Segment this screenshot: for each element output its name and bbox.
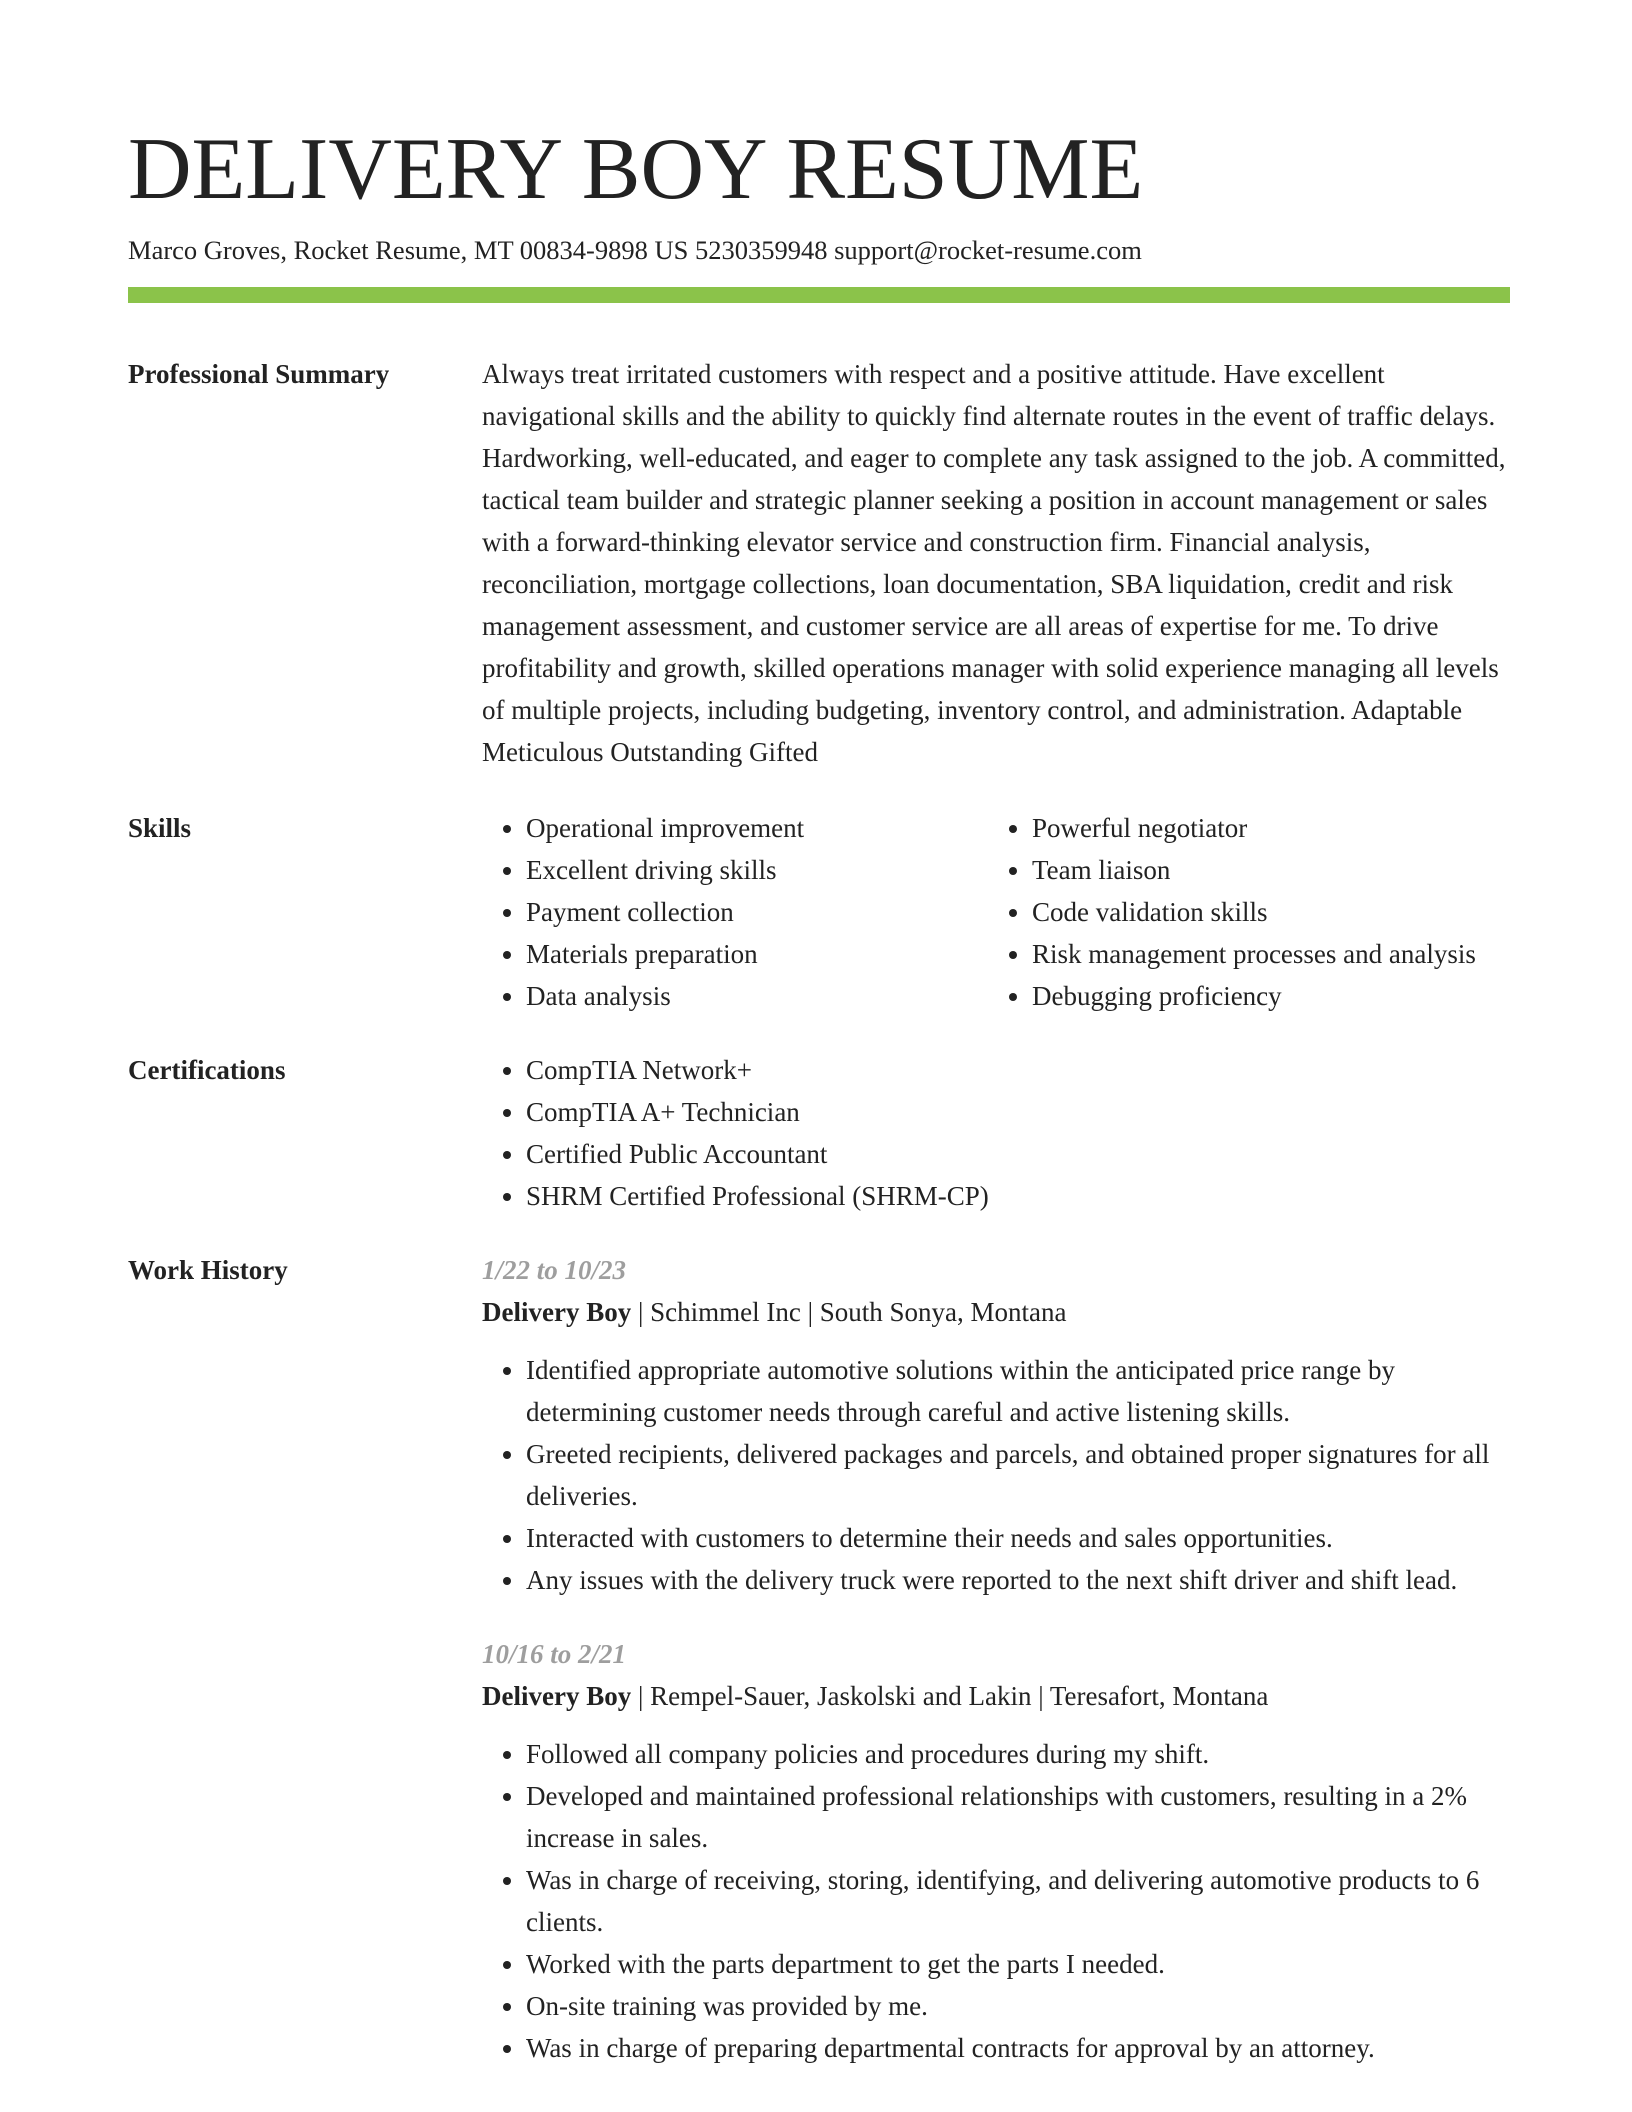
summary-text: Always treat irritated customers with respect and a positive attitude. Have excellent navigational skills and the ability to quickly find alternate routes in the event of traffic delays. Hardworking, well-educated, and eager to complete any task assigned to the job. A committed, tactical team builder and strategic planner seeking a position in account management or sales with a forward-thinking elevator service and construction firm. Financial analysis, reconciliation, mortgage collections, loan documentation, SBA liquidation, credit and risk management assessment, and customer service are all areas of expertise for me. To drive profitability and growth, skilled operations manager with solid experience managing all levels of multiple projects, including budgeting, inventory control, and administration. Adaptable Meticulous Outstanding Gifted <box>482 359 1506 767</box>
header-divider <box>128 287 1510 303</box>
skills-column-right <box>988 807 1510 1017</box>
skills-columns <box>482 807 1510 1017</box>
certification-item: • CompTIA Network+ <box>526 1049 1510 1091</box>
certification-item: • CompTIA A+ Technician <box>526 1091 1510 1133</box>
skill-item: • Data analysis <box>526 975 988 1017</box>
skill-item: • Powerful negotiator <box>1032 807 1510 849</box>
skill-item: • Risk management processes and analysis <box>1032 933 1510 975</box>
job-bullet: • Greeted recipients, delivered packages and parcels, and obtained proper signatures for all deliveries. <box>526 1433 1510 1517</box>
skills-section <box>128 807 1510 1017</box>
skill-item: • Payment collection <box>526 891 988 933</box>
summary-section <box>128 353 1510 773</box>
job-bullet: • Interacted with customers to determine their needs and sales opportunities. <box>526 1517 1510 1559</box>
job-title: Delivery Boy <box>482 1297 632 1327</box>
resume-page <box>128 120 1510 2069</box>
job-entry <box>482 1249 1510 1601</box>
job-bullet: • Was in charge of receiving, storing, identifying, and delivering automotive products to 6 clients. <box>526 1859 1510 1943</box>
skill-item: • Debugging proficiency <box>1032 975 1510 1017</box>
job-bullet: • On-site training was provided by me. <box>526 1985 1510 2027</box>
section-label-certifications: Certifications <box>128 1055 286 1085</box>
job-bullets <box>482 1349 1510 1601</box>
work-history-body <box>482 1249 1510 2069</box>
skill-item: • Code validation skills <box>1032 891 1510 933</box>
skills-column-left <box>482 807 988 1017</box>
job-bullet: • Worked with the parts department to get the parts I needed. <box>526 1943 1510 1985</box>
job-title: Delivery Boy <box>482 1681 632 1711</box>
certifications-body <box>482 1049 1510 1217</box>
resume-title: DELIVERY BOY RESUME <box>128 121 1144 218</box>
job-employer-location: | Schimmel Inc | South Sonya, Montana <box>631 1297 1067 1327</box>
skill-item: • Team liaison <box>1032 849 1510 891</box>
job-bullet: • Was in charge of preparing departmental contracts for approval by an attorney. <box>526 2027 1510 2069</box>
skill-item: • Excellent driving skills <box>526 849 988 891</box>
job-entry <box>482 1633 1510 2069</box>
job-heading <box>482 1675 1510 1717</box>
section-label-summary: Professional Summary <box>128 359 390 389</box>
job-bullet: • Identified appropriate automotive solutions within the anticipated price range by determining customer needs through careful and active listening skills. <box>526 1349 1510 1433</box>
job-bullet: • Developed and maintained professional relationships with customers, resulting in a 2% increase in sales. <box>526 1775 1510 1859</box>
certification-item: • SHRM Certified Professional (SHRM-CP) <box>526 1175 1510 1217</box>
skills-list-left <box>482 807 988 1017</box>
job-dates: 1/22 to 10/23 <box>482 1255 627 1285</box>
work-history-section <box>128 1249 1510 2069</box>
job-dates: 10/16 to 2/21 <box>482 1639 627 1669</box>
skills-list-right <box>988 807 1510 1017</box>
skill-item: • Materials preparation <box>526 933 988 975</box>
section-label-skills: Skills <box>128 813 192 843</box>
certifications-section <box>128 1049 1510 1217</box>
job-bullet: • Any issues with the delivery truck were reported to the next shift driver and shift lead. <box>526 1559 1510 1601</box>
job-bullets <box>482 1733 1510 2069</box>
skill-item: • Operational improvement <box>526 807 988 849</box>
job-heading <box>482 1291 1510 1333</box>
job-employer-location: | Rempel-Sauer, Jaskolski and Lakin | Teresafort, Montana <box>631 1681 1269 1711</box>
certification-item: • Certified Public Accountant <box>526 1133 1510 1175</box>
certifications-list <box>482 1049 1510 1217</box>
contact-info: Marco Groves, Rocket Resume, MT 00834-9898 US 5230359948 support@rocket-resume.com <box>128 235 1142 265</box>
section-label-work-history: Work History <box>128 1255 288 1285</box>
job-bullet: • Followed all company policies and procedures during my shift. <box>526 1733 1510 1775</box>
